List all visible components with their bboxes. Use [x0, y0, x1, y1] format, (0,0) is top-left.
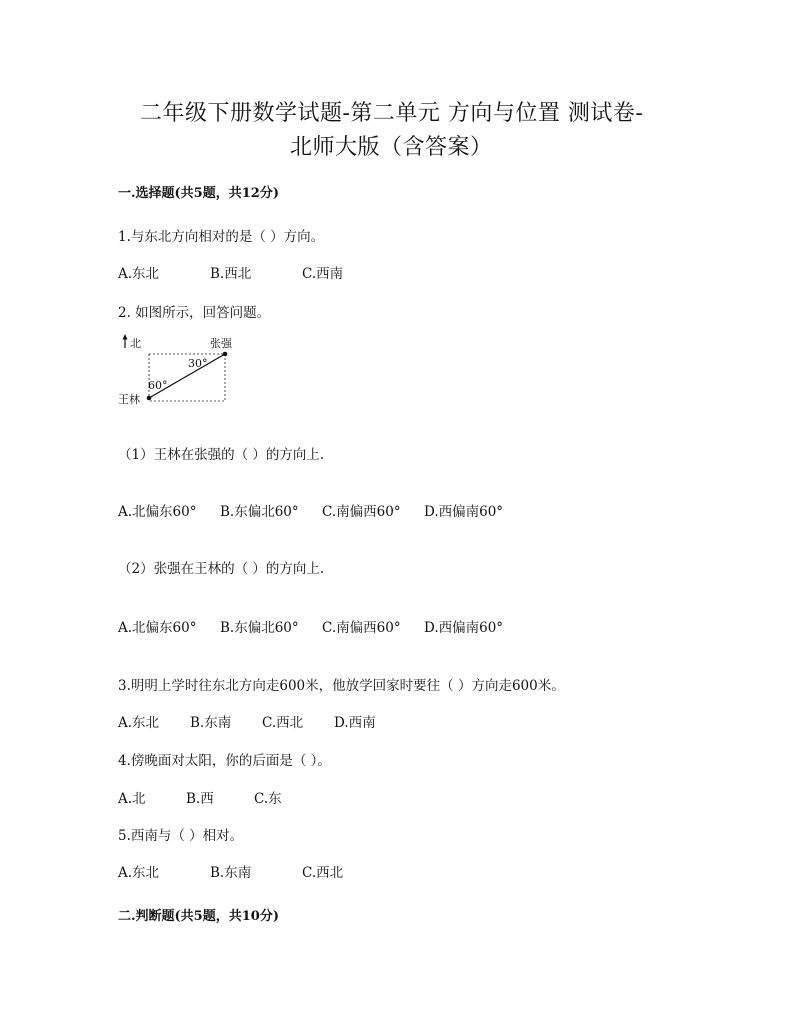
section-choice-heading: 一.选择题(共5题，共12分)	[118, 186, 279, 201]
option-c: C.东	[254, 791, 282, 807]
section-judgment-heading: 二.判断题(共5题，共10分)	[118, 909, 279, 924]
angle-bottom-label: 60°	[148, 379, 168, 392]
question-2-sub-1-options	[118, 500, 503, 520]
option-c: C.南偏西60°	[322, 504, 401, 520]
option-b: B.西	[186, 791, 214, 807]
option-b: B.东偏北60°	[220, 504, 299, 520]
title-line-1: 二年级下册数学试题-第二单元 方向与位置 测试卷-	[140, 101, 644, 126]
bottom-point	[147, 396, 152, 401]
question-3-options	[118, 711, 376, 731]
option-a: A.北偏东60°	[118, 620, 197, 636]
north-arrow-icon	[123, 334, 128, 340]
question-4-options	[118, 787, 282, 807]
option-b: B.东偏北60°	[220, 620, 299, 636]
option-d: D.西南	[334, 715, 376, 731]
north-label: 北	[130, 337, 141, 350]
question-1-options	[118, 262, 343, 282]
option-d: D.西偏南60°	[424, 620, 504, 636]
bottom-name-label: 王林	[118, 393, 140, 406]
question-2-sub-2: （2）张强在王林的（ ）的方向上.	[118, 561, 325, 577]
question-4: 4.傍晚面对太阳，你的后面是（ ）。	[118, 753, 331, 769]
top-name-label: 张强	[210, 337, 232, 350]
question-2-sub-2-options	[118, 616, 503, 636]
top-point	[223, 352, 228, 357]
option-c: C.南偏西60°	[322, 620, 401, 636]
direction-diagram	[112, 332, 242, 412]
option-a: A.东北	[118, 266, 160, 282]
option-a: A.东北	[118, 715, 160, 731]
option-b: B.东南	[210, 865, 252, 881]
option-a: A.北	[118, 791, 146, 807]
option-c: C.西南	[302, 266, 344, 282]
angle-top-label: 30°	[188, 357, 208, 370]
question-2-sub-1: （1）王林在张强的（ ）的方向上.	[118, 447, 325, 463]
option-c: C.西北	[302, 865, 344, 881]
option-d: D.西偏南60°	[424, 504, 504, 520]
option-a: A.东北	[118, 865, 160, 881]
question-5-options	[118, 861, 343, 881]
question-5: 5.西南与（ ）相对。	[118, 828, 244, 844]
question-2: 2. 如图所示，回答问题。	[118, 305, 271, 321]
option-a: A.北偏东60°	[118, 504, 197, 520]
option-b: B.东南	[190, 715, 232, 731]
option-c: C.西北	[262, 715, 304, 731]
question-3: 3.明明上学时往东北方向走600米，他放学回家时要往（ ）方向走600米。	[118, 678, 565, 694]
title-line-2: 北师大版（含答案）	[290, 135, 493, 160]
question-1: 1.与东北方向相对的是（ ）方向。	[118, 229, 325, 245]
option-b: B.西北	[210, 266, 252, 282]
